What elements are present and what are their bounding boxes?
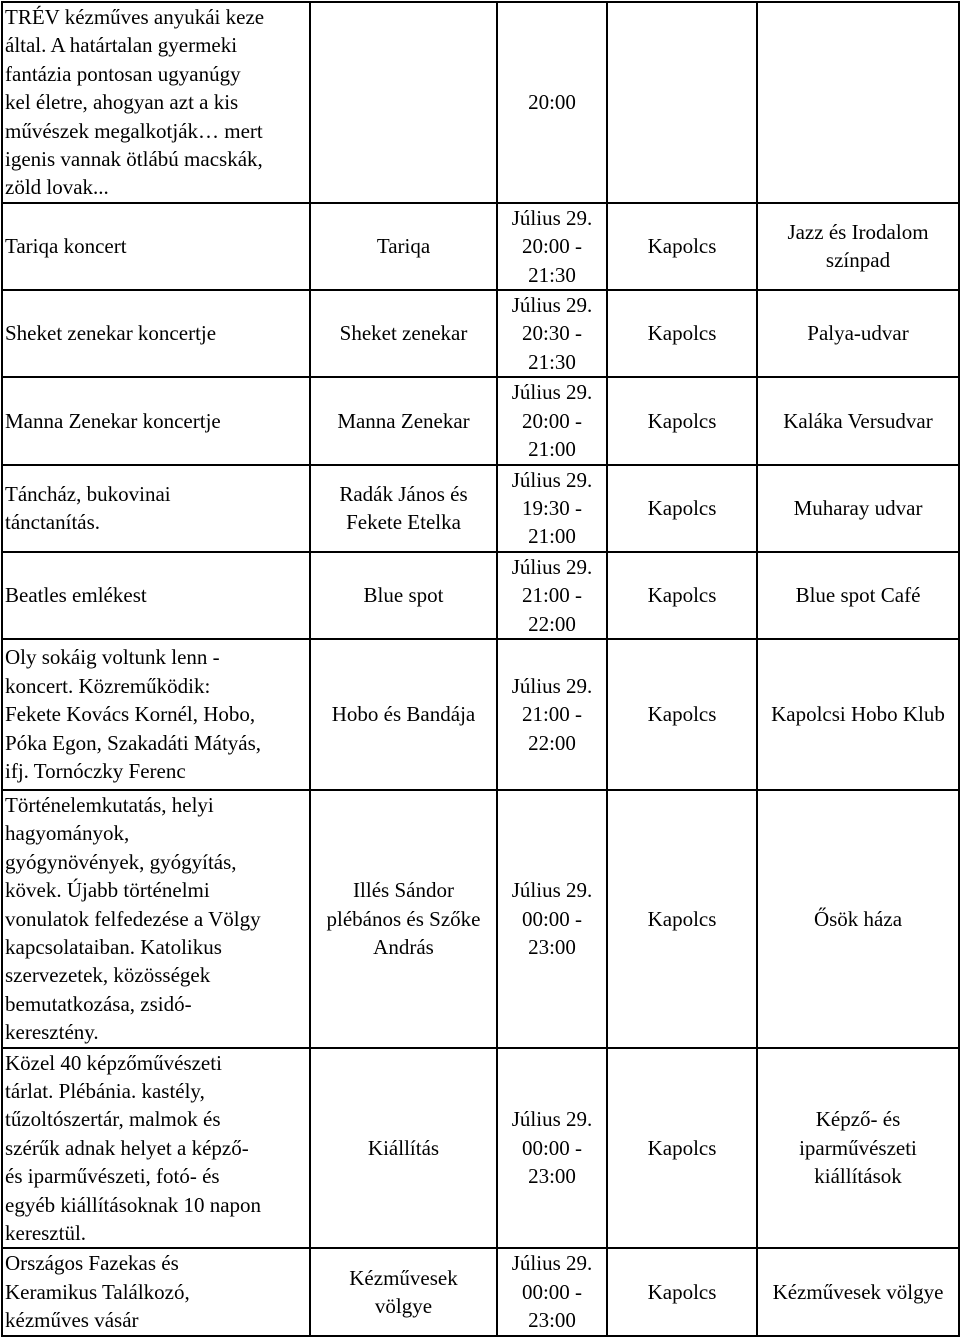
time-line: 23:00 [528,1308,576,1333]
performer-line: Illés Sándor [353,878,454,903]
time-cell [497,2,607,203]
event-line: keresztény. [5,1020,99,1045]
performer-line: Kiállítás [367,1135,440,1160]
place-text: Kapolcs [647,1135,717,1160]
event-line: Történelemkutatás, helyi [5,792,214,817]
performer-cell [310,203,497,290]
time-line: 20:00 - [521,234,583,259]
performer-cell [310,552,497,639]
time-cell [497,1048,607,1249]
time-cell [497,552,607,639]
time-line: Július 29. [511,205,593,230]
venue-line: színpad [825,248,891,273]
venue-cell [757,2,959,203]
event-line: Póka Egon, Szakadáti Mátyás, [5,730,262,755]
place-cell [607,465,757,552]
time-line: 22:00 [528,611,576,636]
event-line: művészek megalkotják… mert [5,118,263,143]
event-line: ifj. Tornóczky Ferenc [5,759,186,784]
event-line: tánctanítás. [5,510,101,535]
time-line: 20:00 - [521,408,583,433]
performer-line: plébános és Szőke [326,906,481,931]
venue-cell [757,639,959,790]
time-line: 21:00 [528,437,576,462]
place-text: Kapolcs [647,495,717,520]
performer-cell [310,290,497,377]
event-cell [2,2,310,203]
performer-cell [310,1248,497,1335]
program-table-body [2,2,959,1336]
program-row [2,552,959,639]
event-line: kel életre, ahogyan azt a kis [5,90,239,115]
performer-cell [310,2,497,203]
program-row [2,1248,959,1335]
time-line: 23:00 [528,934,576,959]
time-line: 21:00 - [521,583,583,608]
time-line: Július 29. [511,380,593,405]
event-cell [2,203,310,290]
venue-line: Blue spot Café [795,583,921,608]
time-line: 22:00 [528,730,576,755]
time-line: 00:00 - [521,1279,583,1304]
event-cell [2,377,310,464]
venue-line: kiállítások [814,1164,902,1189]
time-line: 21:30 [528,349,576,374]
place-cell [607,2,757,203]
time-cell [497,465,607,552]
venue-line: Palya-udvar [807,321,909,346]
venue-cell [757,377,959,464]
place-text: Kapolcs [647,408,717,433]
event-line: Oly sokáig voltunk lenn - [5,645,220,670]
event-line: zöld lovak... [5,175,109,200]
performer-cell [310,1048,497,1249]
program-row [2,290,959,377]
event-line: igenis vannak ötlábú macskák, [5,147,263,172]
time-line: Július 29. [511,1251,593,1276]
performer-line: Fekete Etelka [346,510,461,535]
place-text: Kapolcs [647,1279,717,1304]
event-line: kövek. Újabb történelmi [5,878,210,903]
time-line: 20:00 [528,90,576,115]
venue-line: Kézművesek völgye [772,1279,944,1304]
event-line: fantázia pontosan ugyanúgy [5,61,241,86]
event-line: Táncház, bukovinai [5,481,171,506]
time-line: 00:00 - [521,906,583,931]
event-cell [2,1248,310,1335]
performer-line: András [373,934,434,959]
program-row [2,203,959,290]
venue-line: iparművészeti [799,1135,917,1160]
event-cell [2,552,310,639]
place-cell [607,203,757,290]
time-line: Július 29. [511,467,593,492]
venue-cell [757,203,959,290]
event-line: Közel 40 képzőművészeti [5,1050,222,1075]
event-line: kapcsolataiban. Katolikus [5,934,222,959]
time-line: 21:30 [528,262,576,287]
event-line: Manna Zenekar koncertje [5,408,221,433]
event-cell [2,290,310,377]
venue-line: Jazz és Irodalom [787,220,929,245]
venue-line: Muharay udvar [793,495,923,520]
venue-line: Képző- és [815,1107,901,1132]
time-cell [497,790,607,1048]
event-line: tárlat. Plébánia. kastély, [5,1079,205,1103]
time-line: 20:30 - [521,321,583,346]
event-line: Országos Fazekas és [5,1251,179,1276]
event-line: egyéb kiállításoknak 10 napon [5,1192,262,1217]
place-cell [607,552,757,639]
place-text: Kapolcs [647,702,717,727]
event-line: gyógynövények, gyógyítás, [5,849,237,874]
event-line: bemutatkozása, zsidó- [5,991,192,1016]
event-line: TRÉV kézműves anyukái keze [5,5,265,29]
performer-line: Radák János és [339,481,468,506]
performer-line: Manna Zenekar [337,408,470,433]
time-line: 00:00 - [521,1135,583,1160]
place-cell [607,1248,757,1335]
performer-cell [310,790,497,1048]
venue-cell [757,1248,959,1335]
event-line: Tariqa koncert [5,234,127,259]
venue-line: Kaláka Versudvar [783,408,933,433]
venue-cell [757,1048,959,1249]
program-row [2,465,959,552]
time-cell [497,639,607,790]
time-line: Július 29. [511,673,593,698]
time-cell [497,203,607,290]
time-cell [497,1248,607,1335]
event-line: Fekete Kovács Kornél, Hobo, [5,702,256,727]
event-line: keresztül. [5,1221,87,1246]
event-cell [2,465,310,552]
event-line: tűzoltószertár, malmok és [5,1107,221,1132]
event-line: Keramikus Találkozó, [5,1279,190,1304]
place-text: Kapolcs [647,234,717,259]
event-line: Sheket zenekar koncertje [5,321,217,346]
venue-cell [757,552,959,639]
performer-line: Kézművesek [349,1265,458,1290]
performer-line: Blue spot [363,583,444,608]
venue-cell [757,465,959,552]
venue-cell [757,290,959,377]
time-line: 21:00 [528,524,576,549]
event-line: által. A határtalan gyermeki [5,33,238,58]
event-line: szérűk adnak helyet a képző- [5,1135,249,1160]
time-line: 23:00 [528,1164,576,1189]
program-row [2,377,959,464]
venue-line: Ősök háza [813,906,903,931]
place-cell [607,290,757,377]
program-row [2,639,959,790]
performer-cell [310,639,497,790]
venue-cell [757,790,959,1048]
time-line: Július 29. [511,1107,593,1132]
place-cell [607,790,757,1048]
time-cell [497,377,607,464]
event-cell [2,1048,310,1249]
program-table [1,1,960,1337]
performer-line: völgye [374,1294,433,1319]
event-line: és iparművészeti, fotó- és [5,1164,220,1189]
time-line: 19:30 - [521,495,583,520]
performer-line: Tariqa [376,234,431,259]
time-line: Július 29. [511,554,593,579]
event-line: vonulatok felfedezése a Völgy [5,906,261,931]
venue-line: Kapolcsi Hobo Klub [771,702,945,727]
program-row [2,790,959,1048]
performer-cell [310,465,497,552]
program-row [2,2,959,203]
event-line: Beatles emlékest [5,583,147,608]
place-cell [607,1048,757,1249]
place-cell [607,639,757,790]
event-cell [2,639,310,790]
program-row [2,1048,959,1249]
performer-cell [310,377,497,464]
time-line: 21:00 - [521,702,583,727]
event-line: koncert. Közreműködik: [5,673,211,698]
place-text: Kapolcs [647,906,717,931]
place-text: Kapolcs [647,583,717,608]
place-cell [607,377,757,464]
performer-line: Sheket zenekar [339,321,468,346]
performer-line: Hobo és Bandája [331,702,476,727]
place-text: Kapolcs [647,321,717,346]
time-line: Július 29. [511,878,593,903]
time-cell [497,290,607,377]
time-line: Július 29. [511,293,593,318]
event-line: hagyományok, [5,821,130,846]
event-cell [2,790,310,1048]
event-line: kézműves vásár [5,1308,139,1333]
event-line: szervezetek, közösségek [5,963,211,988]
